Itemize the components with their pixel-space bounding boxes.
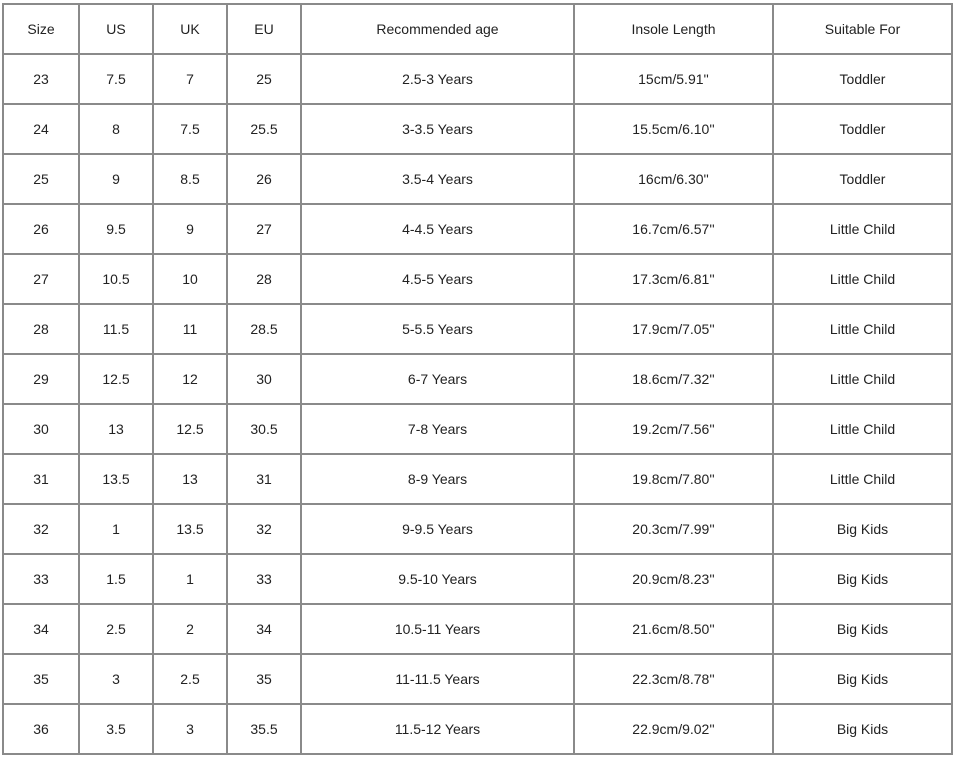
cell-uk: 10 [153, 254, 227, 304]
cell-eu: 30.5 [227, 404, 301, 454]
cell-recommended-age: 4.5-5 Years [301, 254, 574, 304]
cell-size: 32 [3, 504, 79, 554]
cell-size: 31 [3, 454, 79, 504]
cell-size: 23 [3, 54, 79, 104]
cell-us: 9 [79, 154, 153, 204]
header-recommended-age: Recommended age [301, 4, 574, 54]
cell-insole-length: 19.2cm/7.56'' [574, 404, 773, 454]
cell-eu: 26 [227, 154, 301, 204]
cell-us: 2.5 [79, 604, 153, 654]
cell-us: 3.5 [79, 704, 153, 754]
header-us: US [79, 4, 153, 54]
cell-recommended-age: 9-9.5 Years [301, 504, 574, 554]
header-eu: EU [227, 4, 301, 54]
cell-recommended-age: 9.5-10 Years [301, 554, 574, 604]
cell-size: 36 [3, 704, 79, 754]
cell-uk: 2.5 [153, 654, 227, 704]
cell-size: 25 [3, 154, 79, 204]
cell-uk: 1 [153, 554, 227, 604]
cell-suitable-for: Little Child [773, 404, 952, 454]
cell-uk: 3 [153, 704, 227, 754]
cell-insole-length: 22.9cm/9.02'' [574, 704, 773, 754]
cell-insole-length: 20.3cm/7.99'' [574, 504, 773, 554]
table-row [3, 404, 952, 454]
cell-uk: 13 [153, 454, 227, 504]
table-row [3, 304, 952, 354]
cell-suitable-for: Big Kids [773, 504, 952, 554]
table-row [3, 254, 952, 304]
cell-us: 13 [79, 404, 153, 454]
table-row [3, 104, 952, 154]
cell-eu: 28.5 [227, 304, 301, 354]
cell-recommended-age: 8-9 Years [301, 454, 574, 504]
cell-recommended-age: 10.5-11 Years [301, 604, 574, 654]
cell-eu: 35 [227, 654, 301, 704]
cell-size: 35 [3, 654, 79, 704]
cell-us: 8 [79, 104, 153, 154]
cell-eu: 33 [227, 554, 301, 604]
cell-insole-length: 20.9cm/8.23'' [574, 554, 773, 604]
cell-suitable-for: Toddler [773, 104, 952, 154]
table-row [3, 454, 952, 504]
cell-suitable-for: Little Child [773, 354, 952, 404]
cell-suitable-for: Toddler [773, 54, 952, 104]
header-size: Size [3, 4, 79, 54]
cell-insole-length: 15.5cm/6.10'' [574, 104, 773, 154]
cell-size: 24 [3, 104, 79, 154]
cell-suitable-for: Big Kids [773, 704, 952, 754]
cell-us: 7.5 [79, 54, 153, 104]
header-uk: UK [153, 4, 227, 54]
cell-size: 28 [3, 304, 79, 354]
cell-us: 11.5 [79, 304, 153, 354]
cell-insole-length: 22.3cm/8.78'' [574, 654, 773, 704]
cell-uk: 13.5 [153, 504, 227, 554]
cell-size: 30 [3, 404, 79, 454]
cell-recommended-age: 11.5-12 Years [301, 704, 574, 754]
cell-insole-length: 19.8cm/7.80'' [574, 454, 773, 504]
header-suitable-for: Suitable For [773, 4, 952, 54]
cell-eu: 30 [227, 354, 301, 404]
table-row [3, 604, 952, 654]
header-row [3, 4, 952, 54]
cell-suitable-for: Little Child [773, 254, 952, 304]
cell-insole-length: 15cm/5.91'' [574, 54, 773, 104]
cell-suitable-for: Little Child [773, 304, 952, 354]
cell-eu: 35.5 [227, 704, 301, 754]
size-chart-table [2, 3, 953, 755]
table-row [3, 54, 952, 104]
cell-suitable-for: Toddler [773, 154, 952, 204]
cell-eu: 25.5 [227, 104, 301, 154]
cell-recommended-age: 7-8 Years [301, 404, 574, 454]
table-row [3, 554, 952, 604]
cell-size: 26 [3, 204, 79, 254]
cell-uk: 7.5 [153, 104, 227, 154]
cell-insole-length: 17.3cm/6.81'' [574, 254, 773, 304]
cell-insole-length: 16.7cm/6.57'' [574, 204, 773, 254]
table-row [3, 354, 952, 404]
table-row [3, 654, 952, 704]
cell-suitable-for: Big Kids [773, 654, 952, 704]
cell-uk: 12.5 [153, 404, 227, 454]
cell-uk: 8.5 [153, 154, 227, 204]
cell-uk: 11 [153, 304, 227, 354]
cell-insole-length: 21.6cm/8.50'' [574, 604, 773, 654]
cell-eu: 31 [227, 454, 301, 504]
cell-suitable-for: Big Kids [773, 604, 952, 654]
cell-uk: 12 [153, 354, 227, 404]
cell-size: 33 [3, 554, 79, 604]
cell-us: 1.5 [79, 554, 153, 604]
cell-us: 10.5 [79, 254, 153, 304]
cell-size: 34 [3, 604, 79, 654]
table-row [3, 704, 952, 754]
cell-eu: 34 [227, 604, 301, 654]
cell-us: 12.5 [79, 354, 153, 404]
table-row [3, 504, 952, 554]
cell-suitable-for: Little Child [773, 204, 952, 254]
table-row [3, 154, 952, 204]
cell-us: 3 [79, 654, 153, 704]
cell-recommended-age: 3.5-4 Years [301, 154, 574, 204]
table-row [3, 204, 952, 254]
cell-size: 29 [3, 354, 79, 404]
cell-eu: 28 [227, 254, 301, 304]
cell-eu: 27 [227, 204, 301, 254]
cell-eu: 25 [227, 54, 301, 104]
cell-recommended-age: 3-3.5 Years [301, 104, 574, 154]
cell-suitable-for: Big Kids [773, 554, 952, 604]
cell-recommended-age: 5-5.5 Years [301, 304, 574, 354]
cell-uk: 7 [153, 54, 227, 104]
cell-insole-length: 16cm/6.30'' [574, 154, 773, 204]
cell-recommended-age: 11-11.5 Years [301, 654, 574, 704]
cell-uk: 9 [153, 204, 227, 254]
cell-us: 1 [79, 504, 153, 554]
cell-us: 9.5 [79, 204, 153, 254]
header-insole-length: Insole Length [574, 4, 773, 54]
cell-recommended-age: 2.5-3 Years [301, 54, 574, 104]
cell-recommended-age: 6-7 Years [301, 354, 574, 404]
cell-insole-length: 18.6cm/7.32'' [574, 354, 773, 404]
cell-insole-length: 17.9cm/7.05'' [574, 304, 773, 354]
cell-uk: 2 [153, 604, 227, 654]
cell-eu: 32 [227, 504, 301, 554]
cell-size: 27 [3, 254, 79, 304]
cell-recommended-age: 4-4.5 Years [301, 204, 574, 254]
table-body [3, 54, 952, 754]
cell-us: 13.5 [79, 454, 153, 504]
cell-suitable-for: Little Child [773, 454, 952, 504]
